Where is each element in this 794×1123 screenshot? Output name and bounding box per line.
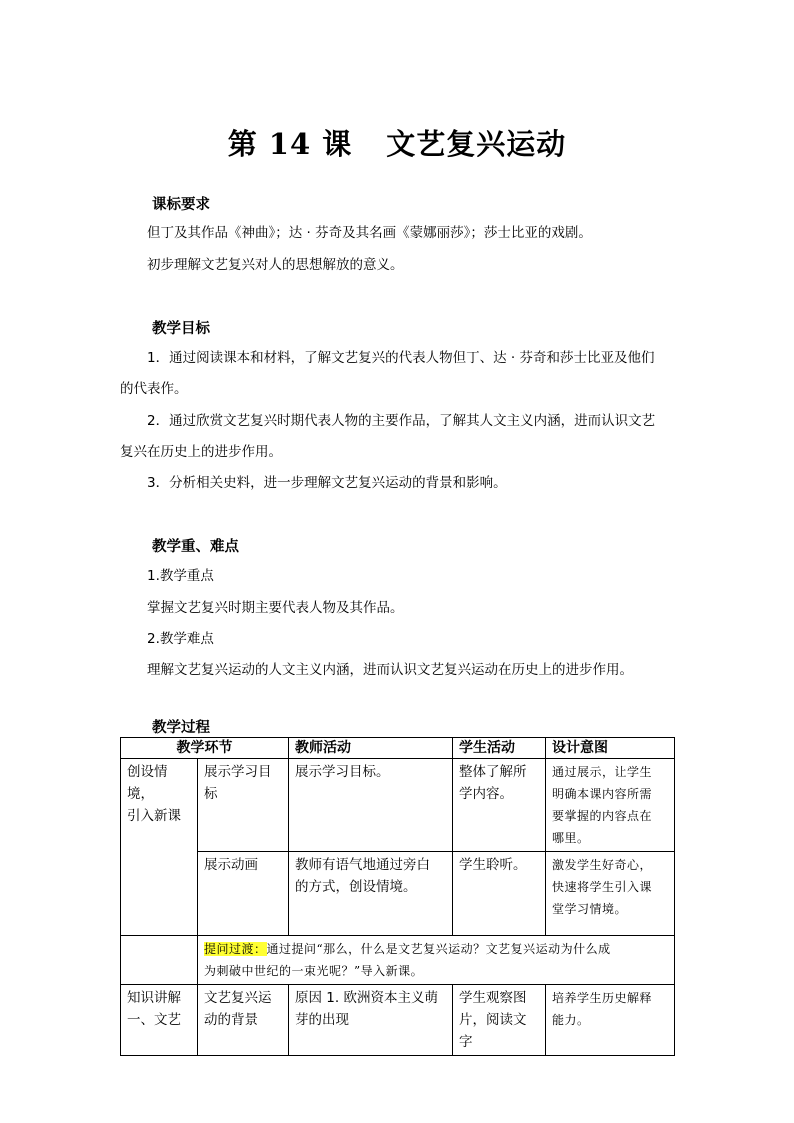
difficulty-label: 2.教学难点	[147, 631, 214, 647]
substage-line: 动的背景	[204, 1012, 258, 1028]
stage-cell	[121, 985, 198, 1056]
teacher-line: 教师有语气地通过旁白	[295, 857, 430, 873]
intent-line: 激发学生好奇心，	[552, 858, 653, 872]
intent-line: 快速将学生引入课	[552, 880, 653, 894]
requirements-line-2: 初步理解文艺复兴对人的思想解放的意义。	[147, 257, 404, 273]
teaching-process-table	[120, 737, 675, 1056]
student-cell: 学生聆听。	[453, 852, 546, 936]
student-line: 学生观察图	[459, 990, 527, 1006]
stage-line: 一、文艺	[127, 1012, 181, 1028]
intent-line: 培养学生历史解释	[552, 991, 653, 1005]
process-heading: 教学过程	[152, 720, 210, 736]
student-cell	[453, 985, 546, 1056]
lesson-number: 第 14 课	[227, 127, 353, 161]
intent-cell	[546, 759, 675, 852]
keypoints-heading: 教学重、难点	[152, 539, 239, 555]
substage-cell	[198, 759, 289, 852]
teacher-line: 的方式，创设情境。	[295, 879, 417, 895]
intent-line: 堂学习情境。	[552, 902, 628, 916]
table-row	[121, 985, 675, 1056]
stage-line: 引入新课	[127, 808, 181, 824]
substage-line: 展示学习目	[204, 764, 272, 780]
transition-line	[204, 938, 668, 960]
transition-label: 提问过渡：	[204, 942, 267, 956]
stage-line: 知识讲解	[127, 990, 181, 1006]
intent-cell	[546, 985, 675, 1056]
substage-cell	[198, 985, 289, 1056]
stage-cell-intro	[121, 759, 198, 936]
goal-3: 3．分析相关史料，进一步理解文艺复兴运动的背景和影响。	[147, 475, 507, 491]
teacher-line: 芽的出现	[295, 1012, 349, 1028]
goals-heading: 教学目标	[152, 321, 210, 337]
header-intent: 设计意图	[546, 738, 675, 759]
student-cell	[453, 759, 546, 852]
table-row	[121, 759, 675, 852]
student-line: 片，阅读文字	[459, 1012, 527, 1050]
header-teacher: 教师活动	[289, 738, 453, 759]
transition-text: 通过提问“那么，什么是文艺复兴运动？文艺复兴运动为什么成	[266, 942, 611, 956]
goal-1-line-1: 1．通过阅读课本和材料，了解文艺复兴的代表人物但丁、达 · 芬奇和莎士比亚及他们	[147, 350, 655, 366]
goal-2-line-2: 复兴在历史上的进步作用。	[120, 444, 282, 460]
stage-line: 创设情境，	[127, 764, 168, 802]
intent-line: 明确本课内容所需	[552, 787, 653, 801]
intent-line: 通过展示，让学生	[552, 765, 653, 779]
lesson-title	[0, 122, 794, 163]
substage-line: 文艺复兴运	[204, 990, 272, 1006]
substage-cell: 展示动画	[198, 852, 289, 936]
key-point-text: 掌握文艺复兴时期主要代表人物及其作品。	[147, 600, 404, 616]
student-line: 整体了解所	[459, 764, 527, 780]
intent-cell	[546, 852, 675, 936]
empty-cell	[121, 936, 198, 985]
student-line: 学内容。	[459, 786, 513, 802]
lesson-topic: 文艺复兴运动	[386, 127, 567, 161]
substage-line: 标	[204, 786, 218, 802]
table-header-row	[121, 738, 675, 759]
requirements-heading: 课标要求	[152, 197, 210, 213]
difficulty-text: 理解文艺复兴运动的人文主义内涵，进而认识文艺复兴运动在历史上的进步作用。	[147, 662, 633, 678]
intent-line: 要掌握的内容点在	[552, 809, 653, 823]
goal-2-line-1: 2．通过欣赏文艺复兴时期代表人物的主要作品，了解其人文主义内涵，进而认识文艺	[147, 413, 656, 429]
intent-line: 哪里。	[552, 831, 590, 845]
transition-cell	[198, 936, 675, 985]
transition-line: 为刺破中世纪的一束光呢？”导入新课。	[204, 964, 424, 978]
header-stage: 教学环节	[121, 738, 289, 759]
key-point-label: 1.教学重点	[147, 568, 214, 584]
intent-line: 能力。	[552, 1013, 590, 1027]
teacher-cell: 展示学习目标。	[289, 759, 453, 852]
requirements-line-1: 但丁及其作品《神曲》；达 · 芬奇及其名画《蒙娜丽莎》；莎士比亚的戏剧。	[147, 225, 592, 241]
header-student: 学生活动	[453, 738, 546, 759]
teacher-cell	[289, 852, 453, 936]
transition-row	[121, 936, 675, 985]
table-row	[121, 852, 675, 936]
goal-1-line-2: 的代表作。	[120, 381, 188, 397]
teacher-cell	[289, 985, 453, 1056]
teacher-line: 原因 1. 欧洲资本主义萌	[295, 990, 438, 1006]
